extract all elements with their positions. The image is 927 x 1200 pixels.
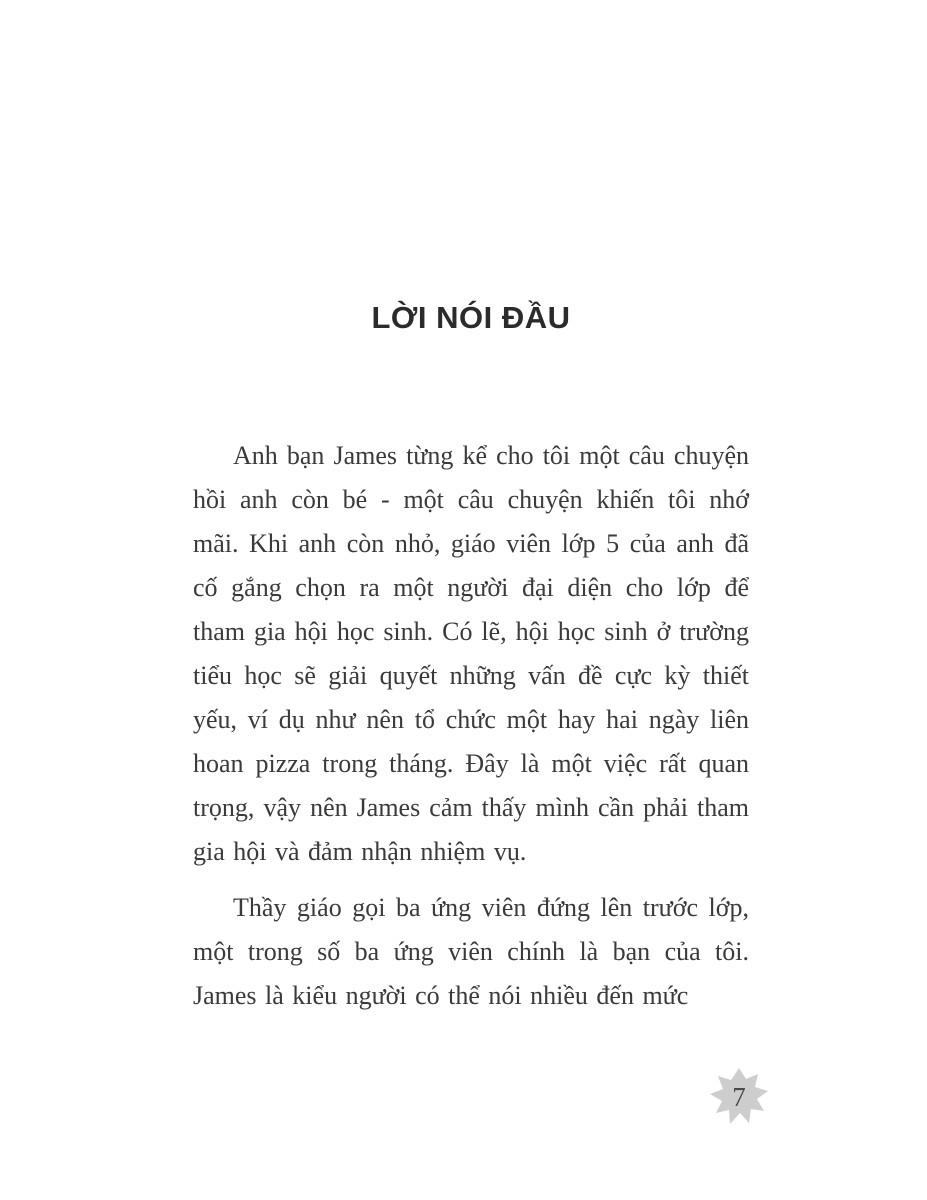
page-title: LỜI NÓI ĐẦU xyxy=(371,300,571,335)
body-text xyxy=(193,434,749,1018)
page-number: 7 xyxy=(732,1081,746,1112)
paragraph: Anh bạn James từng kể cho tôi một câu chuyện hồi anh còn bé - một câu chuyện khiến tôi nhớ mãi. Khi anh còn nhỏ, giáo viên lớp 5 của anh đã cố gắng chọn ra một người đại diện cho lớp để tham gia hội học sinh. Có lẽ, hội học sinh ở trường tiểu học sẽ giải quyết những vấn đề cực kỳ thiết yếu, ví dụ như nên tổ chức một hay hai ngày liên hoan pizza trong tháng. Đây là một việc rất quan trọng, vậy nên James cảm thấy mình cần phải tham gia hội và đảm nhận nhiệm vụ. xyxy=(193,441,749,866)
content-column xyxy=(193,0,749,1030)
page-number-container xyxy=(708,1066,770,1128)
paragraph: Thầy giáo gọi ba ứng viên đứng lên trước lớp, một trong số ba ứng viên chính là bạn của tôi. James là kiểu người có thể nói nhiều đến mức xyxy=(193,893,749,1010)
